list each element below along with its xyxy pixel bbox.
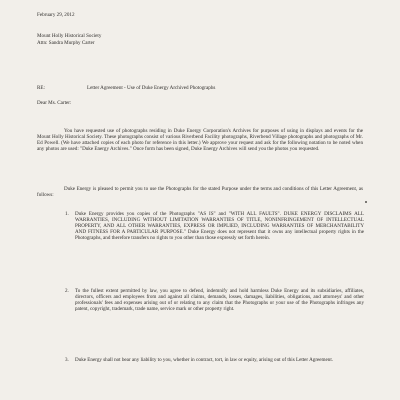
- intro-paragraph: You have requested use of photographs residing in Duke Energy Corporation's Archives for purposes of using in displays and events for the Mount Holly Historical Society. These photographs consist of various Riverbend Facility photographs, Riverbend Village photographs and photographs of Mr. Ed Powell. (We have attached copies of each photo for reference in this letter.) We approve your request and ask for the following notation to be noted when any photos are used: "Duke Energy Archives." Once form has been signed, Duke Energy Archives will send you the photos you requested.: [37, 128, 363, 153]
- clause-number: 2.: [65, 288, 69, 294]
- scan-speck: [365, 201, 367, 203]
- clause-1-text: Duke Energy provides you copies of the Photographs "AS IS" and "WITH ALL FAULTS". DUKE ENERGY DISCLAIMS ALL WARRANTIES, INCLUDING WITHOUT LIMITATION WARRANTIES OF TITLE, NONINFRINGEMENT OF INTELLECTUAL PROPERTY, AND ALL OTHER WARRANTIES, EXPRESS OR IMPLIED, INCLUDING WARRANTIES OF MERCHANTABILITY AND FITNESS FOR A PARTICULAR PURPOSE." Duke Energy does not represent that it owns any intellectual property rights in the Photographs, and therefore transfers no rights to you other than those expressly set forth herein.: [75, 211, 364, 242]
- clause-2-text: To the fullest extent permitted by law, you agree to defend, indemnify and hold harmless Duke Energy and its subsidiaries, affiliates, directors, officers and employees from and against all claims, demands, losses, damages, liabilities, obligations, and attorneys' and other professionals' fees and expenses arising out of or relating to any claim that the Photographs or your use of the Photographs infringes any patent, copyright, trademark, trade name, service mark or other property right.: [75, 288, 364, 313]
- re-label: RE:: [37, 85, 45, 91]
- salutation: Dear Ms. Carter:: [37, 100, 72, 106]
- recipient-attention: Attn: Sandra Murphy Carter: [37, 40, 95, 46]
- permission-paragraph: Duke Energy is pleased to permit you to use the Photographs for the stated Purpose under the terms and conditions of this Letter Agreement, as follows:: [37, 186, 363, 199]
- letter-date: February 29, 2012: [37, 12, 75, 18]
- clause-number: 3.: [65, 357, 69, 363]
- recipient-organization: Mount Holly Historical Society: [37, 33, 102, 39]
- clause-number: 1.: [65, 211, 69, 217]
- re-subject: Letter Agreement - Use of Duke Energy Archived Photographs: [87, 85, 216, 91]
- clause-3-text: Duke Energy shall not bear any liability to you, whether in contract, tort, in law or equity, arising out of this Letter Agreement.: [75, 357, 334, 363]
